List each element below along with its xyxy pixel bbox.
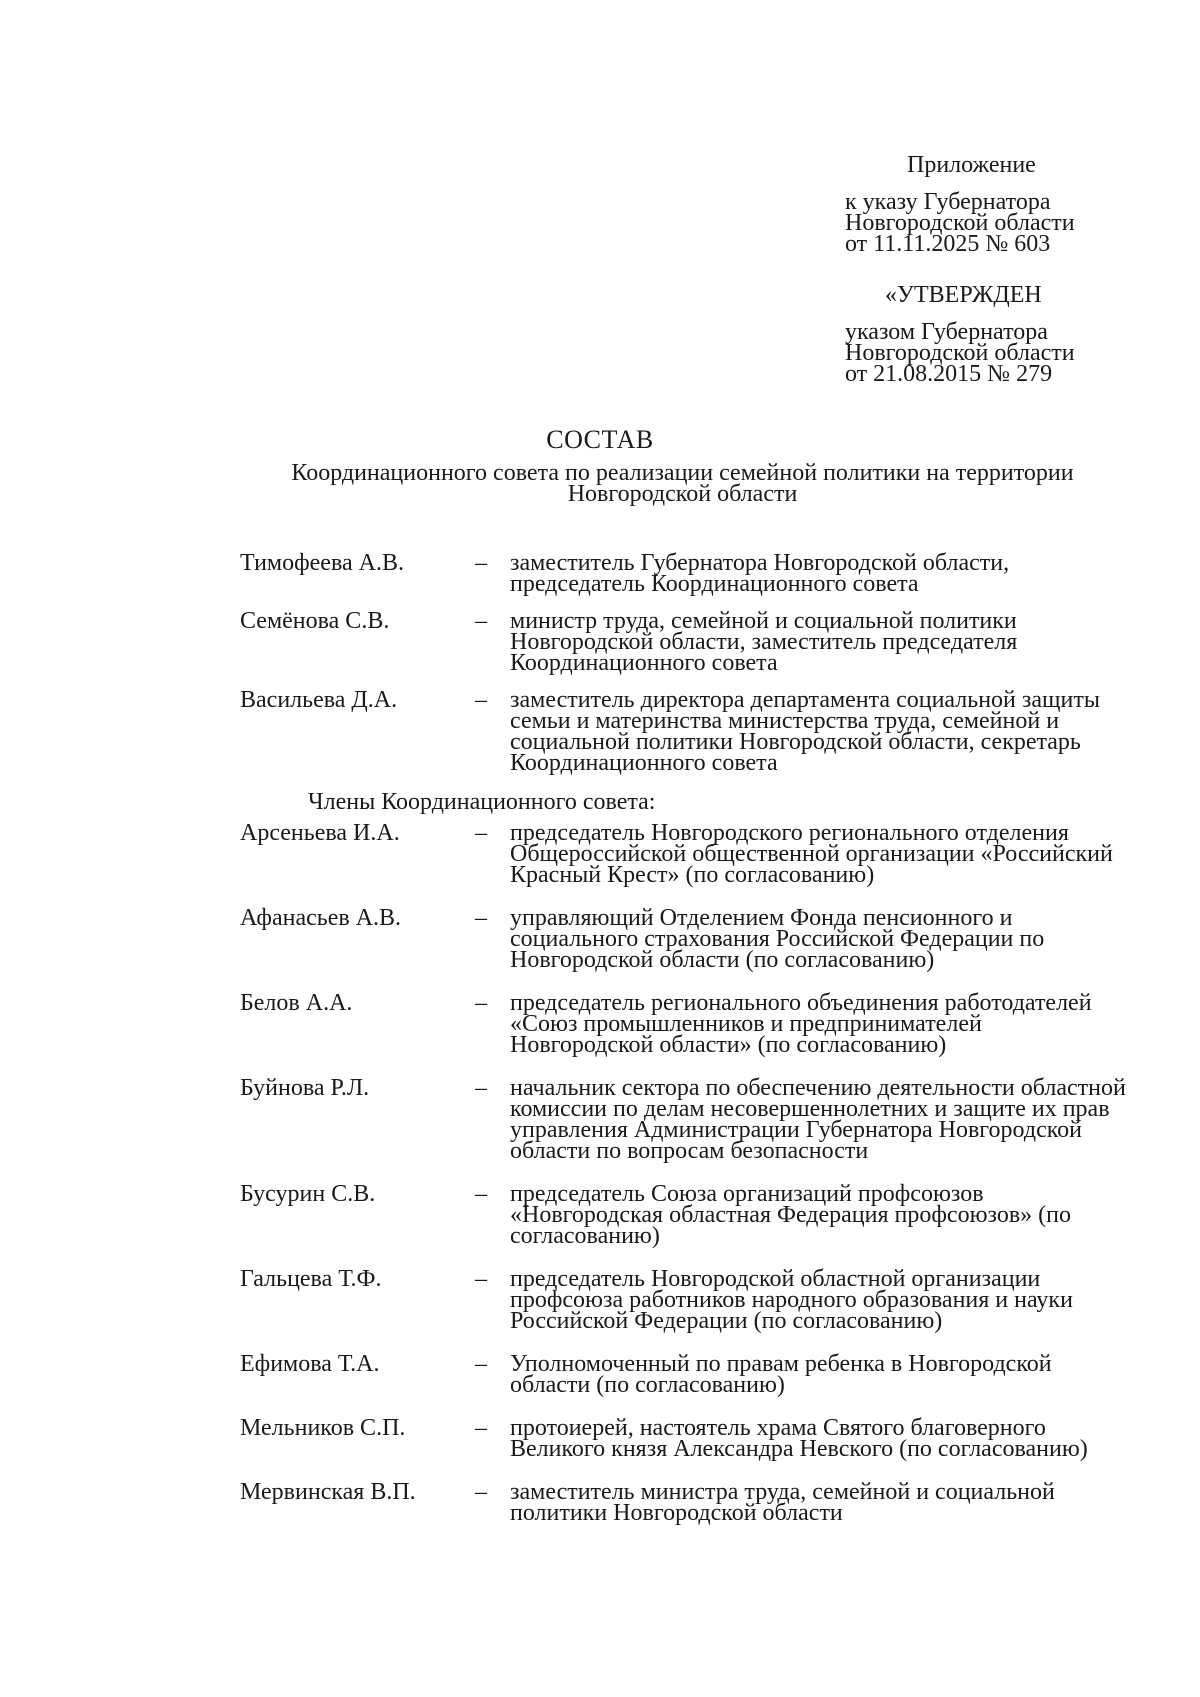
dash-separator: – (475, 1351, 487, 1377)
approved-heading: «УТВЕРЖДЕН (885, 282, 1042, 308)
member-name: Афанасьев А.В. (240, 905, 402, 931)
approved-line: указом Губернатора (845, 319, 1048, 345)
member-name: Арсеньева И.А. (240, 820, 400, 846)
list-item (240, 1181, 1130, 1249)
list-item (240, 687, 1130, 776)
member-role: председатель Новгородской областной организации профсоюза работников народного образования и науки Российской Федерации (по согласованию) (510, 1266, 1073, 1334)
list-item (240, 1351, 1130, 1398)
member-role: Уполномоченный по правам ребенка в Новгородской области (по согласованию) (510, 1351, 1052, 1398)
list-item (240, 1075, 1130, 1164)
member-role: председатель Союза организаций профсоюзов «Новгородская областная Федерация профсоюзов» (по согласованию) (510, 1181, 1072, 1249)
dash-separator: – (475, 608, 487, 634)
annex-line: от 11.11.2025 № 603 (845, 231, 1051, 257)
member-role: председатель регионального объединения работодателей «Союз промышленников и предпринимателей Новгородской области» (по согласованию) (510, 990, 1092, 1058)
member-role: протоиерей, настоятель храма Святого благоверного Великого князя Александра Невского (по согласованию) (510, 1415, 1088, 1462)
list-item (240, 990, 1130, 1058)
member-name: Васильева Д.А. (240, 687, 398, 713)
list-item (240, 820, 1130, 888)
members-heading: Члены Координационного совета: (308, 789, 656, 815)
dash-separator: – (475, 1266, 487, 1292)
member-role: министр труда, семейной и социальной политики Новгородской области, заместитель председателя Координационного совета (510, 608, 1018, 676)
member-role: заместитель министра труда, семейной и социальной политики Новгородской области (510, 1479, 1055, 1526)
member-name: Буйнова Р.Л. (240, 1075, 370, 1101)
list-item (240, 608, 1130, 676)
list-item (240, 550, 1130, 597)
dash-separator: – (475, 1415, 487, 1441)
annex-line: к указу Губернатора (845, 189, 1051, 215)
member-name: Мервинская В.П. (240, 1479, 416, 1505)
leadership-list (240, 550, 1130, 790)
dash-separator: – (475, 1075, 487, 1101)
dash-separator: – (475, 1181, 487, 1207)
member-name: Белов А.А. (240, 990, 353, 1016)
member-name: Бусурин С.В. (240, 1181, 376, 1207)
dash-separator: – (475, 1479, 487, 1505)
member-role: управляющий Отделением Фонда пенсионного и социального страхования Российской Федерации по Новгородской области (по согласованию) (510, 905, 1045, 973)
member-name: Ефимова Т.А. (240, 1351, 380, 1377)
annex-heading: Приложение (907, 152, 1036, 178)
list-item (240, 1415, 1130, 1462)
approved-line: Новгородской области (845, 340, 1075, 366)
annex-line: Новгородской области (845, 210, 1075, 236)
list-item (240, 1479, 1130, 1526)
dash-separator: – (475, 905, 487, 931)
member-role: начальник сектора по обеспечению деятельности областной комиссии по делам несовершеннолетних и защите их прав управления Администрации Губернатора Новгородской области по вопросам безопасности (510, 1075, 1126, 1164)
list-item (240, 1266, 1130, 1334)
approved-line: от 21.08.2015 № 279 (845, 361, 1053, 387)
list-item (240, 905, 1130, 973)
member-role: заместитель директора департамента социальной защиты семьи и материнства министерства труда, семейной и социальной политики Новгородской области, секретарь Координационного совета (510, 687, 1100, 776)
member-role: председатель Новгородского регионального отделения Общероссийской общественной организации «Российский Красный Крест» (по согласованию) (510, 820, 1113, 888)
members-list (240, 820, 1130, 1546)
member-name: Тимофеева А.В. (240, 550, 404, 576)
dash-separator: – (475, 990, 487, 1016)
member-name: Семёнова С.В. (240, 608, 390, 634)
dash-separator: – (475, 687, 487, 713)
dash-separator: – (475, 550, 487, 576)
document-subtitle: Координационного совета по реализации семейной политики на территории Новгородской области (291, 460, 1074, 507)
member-name: Мельников С.П. (240, 1415, 406, 1441)
document-title: СОСТАВ (546, 425, 654, 454)
member-name: Гальцева Т.Ф. (240, 1266, 382, 1292)
annex-block (845, 152, 1075, 257)
member-role: заместитель Губернатора Новгородской области, председатель Координационного совета (510, 550, 1010, 597)
dash-separator: – (475, 820, 487, 846)
approved-block (845, 282, 1075, 387)
